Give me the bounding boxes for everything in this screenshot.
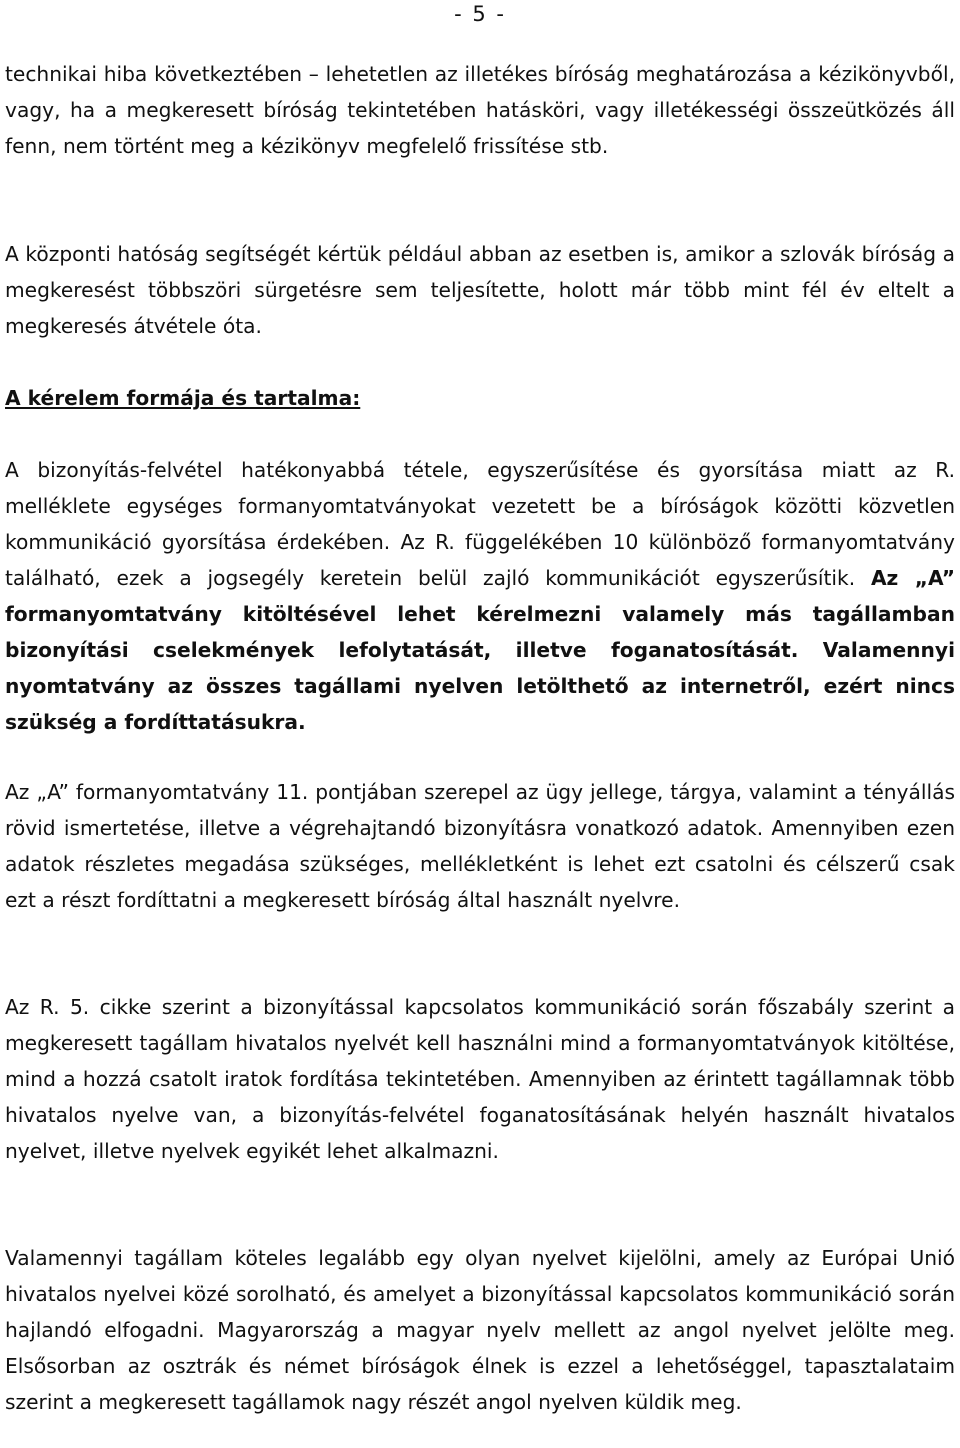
paragraph-standard-forms: [5, 452, 955, 740]
form-a-bold-text: Az „A” formanyomtatvány kitöltésével lehet kérelmezni valamely más tagállamban bizonyítási cselekmények lefolytatását, illetve foganatosítását. Valamennyi nyomtatvány az összes tagállami nyelven letölthető az internetről, ezért nincs szükség a fordíttatásukra.: [5, 566, 955, 734]
page-number: - 5 -: [454, 2, 506, 26]
document-page: [5, 0, 955, 1448]
paragraph-central-authority: A központi hatóság segítségét kértük például abban az esetben is, amikor a szlovák bíróság a megkeresést többszöri sürgetésre sem teljesítette, holott már több mint fél év eltelt a megkeresés átvétele óta.: [5, 242, 955, 338]
paragraph-article-5-language: Az R. 5. cikke szerint a bizonyítással kapcsolatos kommunikáció során főszabály szerint a megkeresett tagállam hivatalos nyelvét kell használni mind a formanyomtatványok kitöltése, mind a hozzá csatolt iratok fordítása tekintetében. Amennyiben az érintett tagállamnak több hivatalos nyelve van, a bizonyítás-felvétel foganatosításának helyén használt hivatalos nyelvet, illetve nyelvek egyikét lehet alkalmazni.: [5, 995, 955, 1163]
paragraph-technical-error: technikai hiba következtében – lehetetlen az illetékes bíróság meghatározása a kézikönyvből, vagy, ha a megkeresett bíróság tekintetében hatásköri, vagy illetékességi összeütközés áll fenn, nem történt meg a kézikönyv megfelelő frissítése stb.: [5, 62, 955, 158]
paragraph-accepted-languages: Valamennyi tagállam köteles legalább egy olyan nyelvet kijelölni, amely az Európai Unió hivatalos nyelvei közé sorolható, és amelyet a bizonyítással kapcsolatos kommunikáció során hajlandó elfogadni. Magyarország a magyar nyelv mellett az angol nyelvet jelölte meg. Elsősorban az osztrák és német bíróságok élnek is ezzel a lehetőséggel, tapasztalataim szerint a megkeresett tagállamok nagy részét angol nyelven küldik meg.: [5, 1246, 955, 1414]
section-heading-request-form: A kérelem formája és tartalma:: [5, 386, 361, 410]
paragraph-form-a-point-11: Az „A” formanyomtatvány 11. pontjában szerepel az ügy jellege, tárgya, valamint a tényállás rövid ismertetése, illetve a végrehajtandó bizonyításra vonatkozó adatok. Amennyiben ezen adatok részletes megadása szükséges, mellékletként is lehet ezt csatolni és célszerű csak ezt a részt fordíttatni a megkeresett bíróság által használt nyelvre.: [5, 780, 955, 912]
standard-forms-text: A bizonyítás-felvétel hatékonyabbá tétele, egyszerűsítése és gyorsítása miatt az R. melléklete egységes formanyomtatványokat vezetett be a bíróságok közötti közvetlen kommunikáció gyorsítása érdekében. Az R. függelékében 10 különböző formanyomtatvány található, ezek a jogsegély keretein belül zajló kommunikációt egyszerűsítik.: [5, 458, 955, 590]
